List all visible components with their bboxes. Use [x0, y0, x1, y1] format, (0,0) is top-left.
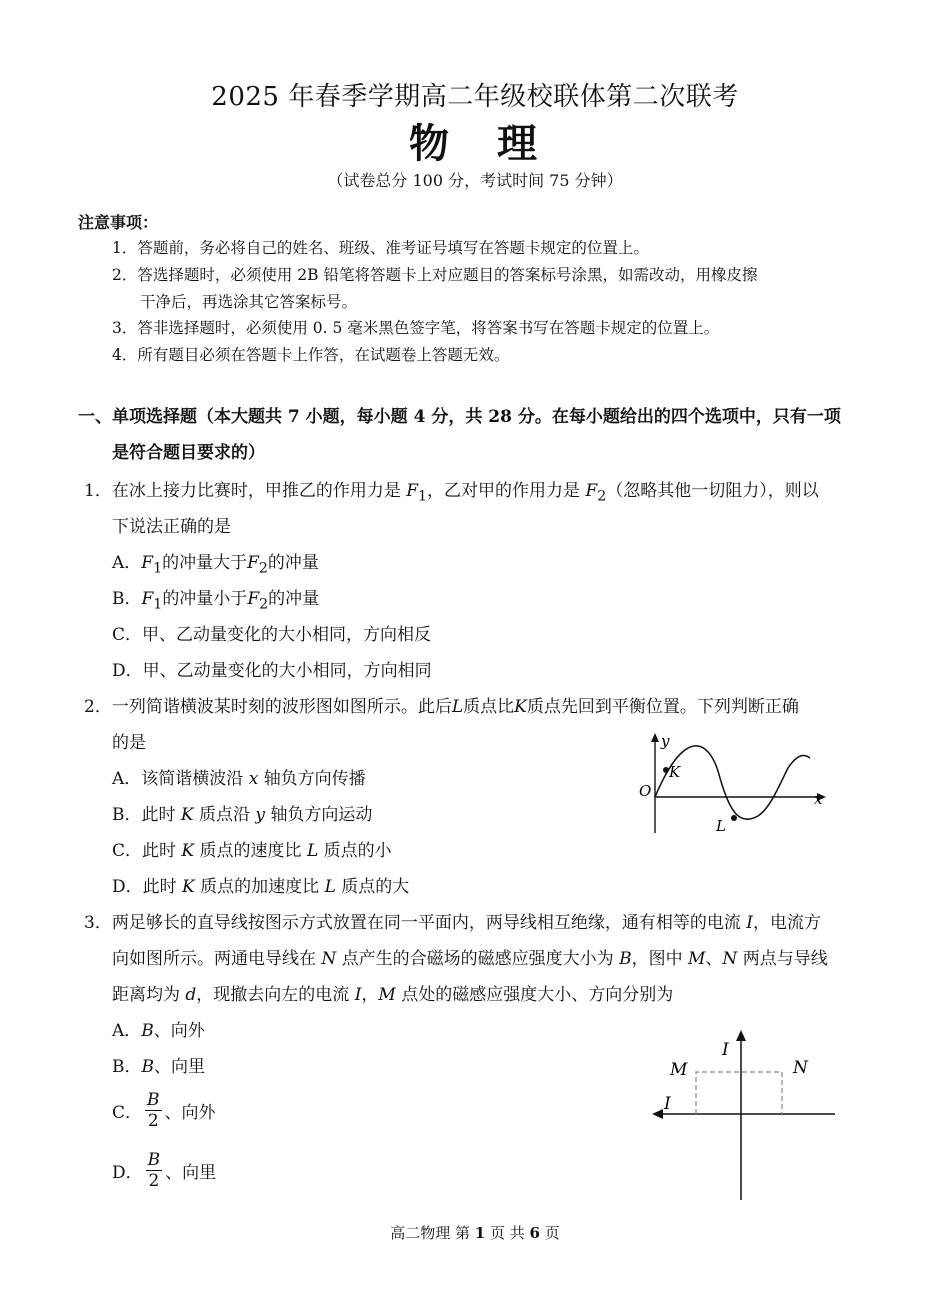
point-l	[731, 815, 737, 821]
section-heading: 一、单项选择题（本大题共 7 小题，每小题 4 分，共 28 分。在每小题给出的四个选项中，只有一项	[78, 407, 841, 427]
question-3-cont-2: 距离均为 d，现撤去向左的电流 I，M 点处的磁感应强度大小、方向分别为	[112, 985, 674, 1005]
q2-option-c: C．此时 K 质点的速度比 L 质点的小	[112, 841, 392, 861]
note-item-4: 4．所有题目必须在答题卡上作答，在试题卷上答题无效。	[112, 346, 510, 364]
q1-option-c: C．甲、乙动量变化的大小相同，方向相反	[112, 625, 432, 645]
label-o: O	[639, 782, 652, 800]
q2-option-b: B．此时 K 质点沿 y 轴负方向运动	[112, 805, 373, 825]
q1-option-a: A．$F_1$的冲量大于$F_2$的冲量	[112, 553, 319, 577]
label-current-vertical: I	[722, 1040, 729, 1060]
question-3: 3．两足够长的直导线按图示方式放置在同一平面内，两导线相互绝缘，通有相等的电流 I，电流方	[84, 913, 821, 933]
q2-option-a: A．该简谐横波沿 x 轴负方向传播	[112, 769, 366, 789]
exam-title: 2025 年春季学期高二年级校联体第二次联考	[211, 82, 739, 112]
question-2-cont: 的是	[112, 733, 146, 753]
question-3-cont-1: 向如图所示。两通电导线在 N 点产生的合磁场的磁感应强度大小为 B，图中 M、N 两点与导线	[112, 949, 828, 969]
note-item-3: 3．答非选择题时，必须使用 0. 5 毫米黑色签字笔，将答案书写在答题卡规定的位置上。	[112, 319, 720, 337]
wire-figure	[640, 1025, 850, 1205]
q3-option-c: C． $\frac{B}{2}$ 、向外	[112, 1090, 216, 1131]
q3-option-b: B．B、向里	[112, 1057, 205, 1077]
label-n: N	[793, 1058, 808, 1078]
note-item-2: 2．答选择题时，必须使用 2B 铅笔将答题卡上对应题目的答案标号涂黑，如需改动，用橡皮擦	[112, 266, 758, 284]
question-2: 2．一列简谐横波某时刻的波形图如图所示。此后L质点比K质点先回到平衡位置。下列判断正确	[84, 697, 799, 717]
label-k: K	[669, 763, 681, 781]
notes-title: 注意事项：	[78, 213, 159, 232]
q2-option-d: D．此时 K 质点的加速度比 L 质点的大	[112, 877, 410, 897]
note-item-2-cont: 干净后，再选涂其它答案标号。	[140, 293, 358, 311]
q3-option-a: A．B、向外	[112, 1021, 205, 1041]
page-footer: 高二物理 第 1 页 共 6 页	[390, 1224, 560, 1242]
section-heading-cont: 是符合题目要求的）	[112, 443, 265, 463]
q3-option-d: D． $\frac{B}{2}$ 、向里	[112, 1150, 217, 1191]
vertical-current-arrow	[736, 1030, 746, 1041]
question-1: 1．在冰上接力比赛时，甲推乙的作用力是 $F_1$，乙对甲的作用力是 $F_2$（忽略其他一切阻力），则以	[84, 481, 819, 505]
y-axis-arrow	[651, 733, 659, 742]
wave-curve	[655, 746, 810, 819]
label-l: L	[716, 817, 726, 835]
label-m: M	[670, 1060, 688, 1080]
subject-title: 物 理	[409, 120, 541, 167]
label-y: y	[661, 732, 670, 750]
exam-info: （试卷总分 100 分，考试时间 75 分钟）	[327, 171, 623, 190]
distance-guide	[696, 1072, 782, 1114]
label-current-horizontal: I	[664, 1094, 671, 1114]
label-x: x	[814, 790, 823, 808]
q1-option-b: B．$F_1$的冲量小于$F_2$的冲量	[112, 589, 320, 613]
question-1-cont: 下说法正确的是	[112, 517, 231, 537]
horizontal-current-arrow	[652, 1109, 663, 1119]
note-item-1: 1．答题前，务必将自己的姓名、班级、准考证号填写在答题卡规定的位置上。	[112, 239, 649, 257]
q1-option-d: D．甲、乙动量变化的大小相同，方向相同	[112, 661, 432, 681]
wave-figure	[630, 728, 840, 840]
